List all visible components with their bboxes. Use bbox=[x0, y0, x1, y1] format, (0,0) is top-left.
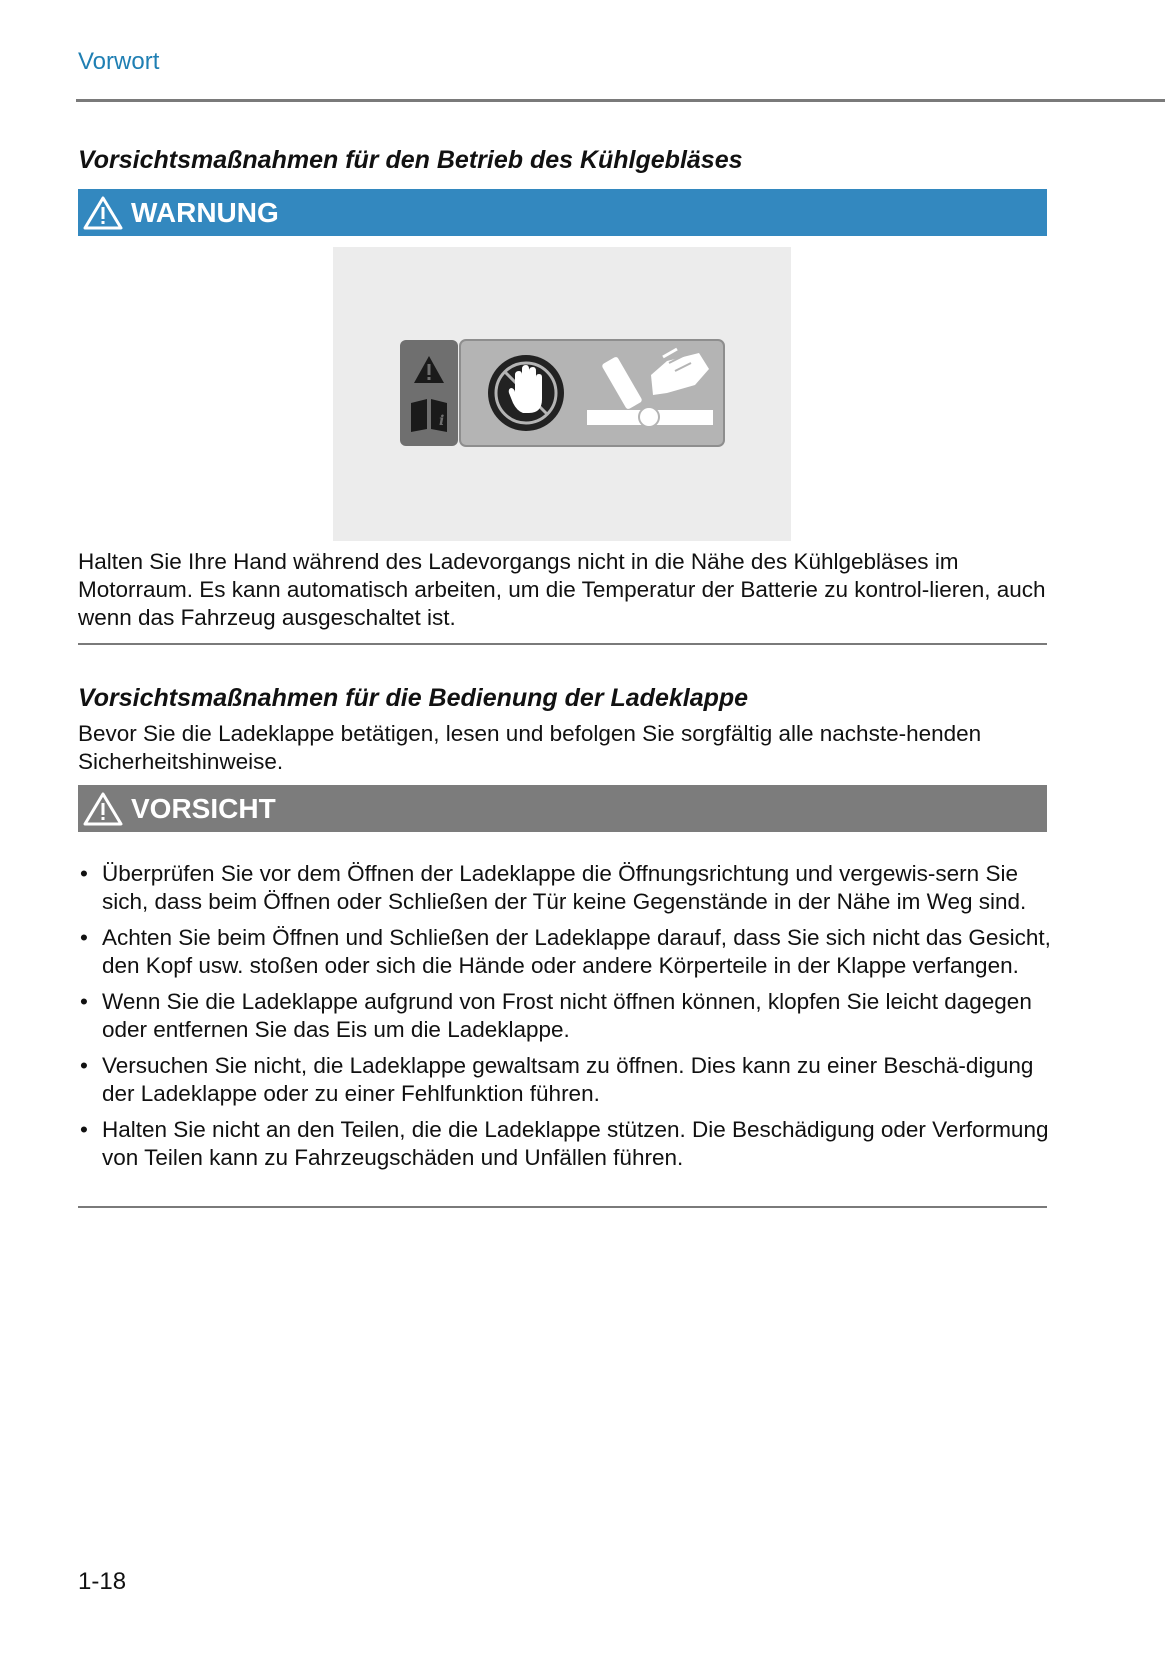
label-left-panel bbox=[400, 340, 458, 446]
list-item: • Wenn Sie die Ladeklappe aufgrund von Frost nicht öffnen können, klopfen Sie leicht dagegen oder entfernen Sie das Eis um die Ladeklappe. bbox=[80, 989, 1032, 1042]
svg-text:i: i bbox=[439, 413, 445, 429]
caution-list bbox=[78, 860, 1053, 1180]
fan-warning-illustration bbox=[333, 247, 791, 541]
section-divider bbox=[78, 643, 1047, 645]
caution-label: VORSICHT bbox=[131, 792, 276, 824]
cooling-fan-warning-text: Halten Sie Ihre Hand während des Ladevorgangs nicht in die Nähe des Kühlgebläses im Motorraum. Es kann automatisch arbeiten, um die Temperatur der Batterie zu kontrol-lieren, auch wenn das Fahrzeug ausgeschaltet ist. bbox=[78, 549, 1046, 630]
list-item: • Achten Sie beim Öffnen und Schließen der Ladeklappe darauf, dass Sie sich nicht das Gesicht, den Kopf usw. stoßen oder sich die Hände oder andere Körperteile in der Klappe verfangen. bbox=[80, 925, 1051, 978]
section-divider bbox=[78, 1206, 1047, 1208]
no-hand-icon bbox=[488, 355, 564, 431]
running-header: Vorwort bbox=[78, 48, 160, 75]
list-item: • Versuchen Sie nicht, die Ladeklappe gewaltsam zu öffnen. Dies kann zu einer Beschä-digung der Ladeklappe oder zu einer Fehlfunktion führen. bbox=[80, 1053, 1034, 1106]
page-number: 1-18 bbox=[78, 1568, 127, 1595]
header-rule bbox=[76, 99, 1165, 102]
warning-banner bbox=[78, 189, 1047, 236]
warning-triangle-icon bbox=[83, 196, 123, 230]
section-title-cooling-fan: Vorsichtsmaßnahmen für den Betrieb des Kühlgebläses bbox=[78, 146, 743, 174]
warning-triangle-icon bbox=[83, 792, 123, 826]
list-item: • Halten Sie nicht an den Teilen, die die Ladeklappe stützen. Die Beschädigung oder Verformung von Teilen kann zu Fahrzeugschäden und Unfällen führen. bbox=[80, 1117, 1049, 1170]
caution-banner bbox=[78, 785, 1047, 832]
charging-flap-intro: Bevor Sie die Ladeklappe betätigen, lesen und befolgen Sie sorgfältig alle nachste-henden Sicherheitshinweise. bbox=[78, 721, 982, 774]
list-item: • Überprüfen Sie vor dem Öffnen der Ladeklappe die Öffnungsrichtung und vergewis-sern Sie sich, dass beim Öffnen oder Schließen der Tür keine Gegenstände in der Nähe im Weg sind. bbox=[80, 861, 1027, 914]
section-title-charging-flap: Vorsichtsmaßnahmen für die Bedienung der Ladeklappe bbox=[78, 684, 749, 712]
warning-label: WARNUNG bbox=[131, 196, 279, 228]
